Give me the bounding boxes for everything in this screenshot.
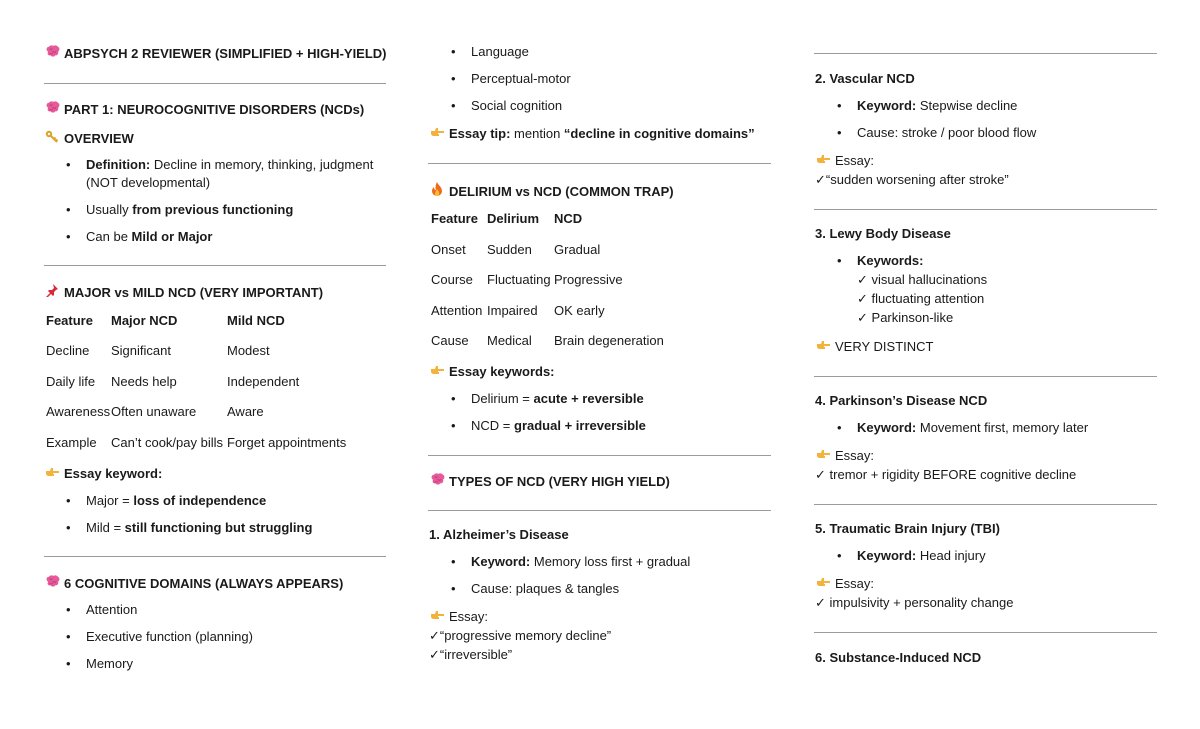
alzheimers-heading: 1. Alzheimer’s Disease (429, 527, 569, 542)
list-item: • Delirium = acute + reversible (451, 391, 644, 406)
essay-tip: Essay tip: mention “decline in cognitive domains” (429, 126, 755, 141)
bullet-icon: • (837, 548, 842, 563)
table-cell: Needs help (111, 374, 177, 389)
check-icon: ✓ (815, 467, 826, 482)
bullet-icon: • (66, 520, 71, 535)
table-cell: Example (46, 435, 97, 450)
bullet-icon: • (837, 420, 842, 435)
parkinsons-heading: 4. Parkinson’s Disease NCD (815, 393, 988, 408)
distinct-note: VERY DISTINCT (815, 339, 933, 354)
page-title: ABPSYCH 2 REVIEWER (SIMPLIFIED + HIGH-YIELD) (44, 45, 387, 61)
types-heading: TYPES OF NCD (VERY HIGH YIELD) (429, 473, 670, 489)
check-line: ✓“irreversible” (429, 647, 513, 662)
brain-icon (44, 101, 60, 117)
pointing-hand-icon (815, 448, 831, 463)
check-icon: ✓ (857, 291, 868, 306)
table-header: Delirium (487, 211, 540, 226)
list-item: • Usually from previous functioning (66, 202, 294, 217)
bullet-icon: • (66, 493, 71, 508)
delirium-heading: DELIRIUM vs NCD (COMMON TRAP) (429, 182, 674, 199)
pushpin-icon (44, 283, 60, 300)
essay-label: Essay: (815, 153, 874, 168)
bullet-icon: • (66, 202, 71, 217)
bullet-icon: • (451, 391, 456, 406)
check-icon: ✓ (815, 172, 826, 187)
table-cell: Brain degeneration (554, 333, 664, 348)
divider (814, 209, 1157, 210)
divider (44, 556, 386, 557)
fire-icon (429, 182, 445, 199)
list-item: • Keyword: Movement first, memory later (837, 420, 1089, 435)
check-line: ✓ visual hallucinations (857, 272, 988, 287)
bullet-icon: • (66, 229, 71, 244)
check-icon: ✓ (857, 272, 868, 287)
table-cell: Course (431, 272, 473, 287)
table-cell: Attention (431, 303, 483, 318)
essay-label: Essay: (815, 576, 874, 591)
check-icon: ✓ (815, 595, 826, 610)
list-item: • Attention (66, 602, 138, 617)
table-cell: Forget appointments (227, 435, 347, 450)
pointing-hand-icon (44, 466, 60, 481)
bullet-icon: • (451, 418, 456, 433)
list-item: • Major = loss of independence (66, 493, 267, 508)
check-icon: ✓ (857, 310, 868, 325)
bullet-icon: • (66, 602, 71, 617)
tbi-heading: 5. Traumatic Brain Injury (TBI) (815, 521, 1000, 536)
table-cell: Modest (227, 343, 270, 358)
lewy-heading: 3. Lewy Body Disease (815, 226, 951, 241)
check-line: ✓ fluctuating attention (857, 291, 985, 306)
bullet-icon: • (451, 71, 456, 86)
table-cell: Gradual (554, 242, 601, 257)
essay-keywords-heading: Essay keywords: (429, 364, 555, 379)
table-cell: Impaired (487, 303, 538, 318)
bullet-icon: • (451, 554, 456, 569)
domains-heading: 6 COGNITIVE DOMAINS (ALWAYS APPEARS) (44, 575, 343, 591)
list-item: • Language (451, 44, 529, 59)
list-item: • NCD = gradual + irreversible (451, 418, 646, 433)
list-item: • Social cognition (451, 98, 563, 113)
table-cell: Progressive (554, 272, 623, 287)
table-header: Feature (46, 313, 93, 328)
check-line: ✓ Parkinson-like (857, 310, 954, 325)
bullet-icon: • (837, 98, 842, 113)
table-cell: Independent (227, 374, 300, 389)
table-header: Feature (431, 211, 478, 226)
check-icon: ✓ (429, 628, 440, 643)
list-item: • Memory (66, 656, 133, 671)
check-line: ✓“sudden worsening after stroke” (815, 172, 1009, 187)
table-cell: Awareness (46, 404, 111, 419)
check-line: ✓ impulsivity + personality change (815, 595, 1014, 610)
check-line: ✓ tremor + rigidity BEFORE cognitive decline (815, 467, 1077, 482)
bullet-icon: • (451, 98, 456, 113)
pointing-hand-icon (429, 364, 445, 379)
essay-label: Essay: (815, 448, 874, 463)
key-icon (44, 130, 60, 146)
divider (428, 163, 771, 164)
table-cell: OK early (554, 303, 605, 318)
list-item: • Keyword: Stepwise decline (837, 98, 1018, 113)
bullet-icon: • (66, 656, 71, 671)
overview-heading: OVERVIEW (44, 130, 134, 146)
bullet-icon: • (451, 44, 456, 59)
pointing-hand-icon (815, 153, 831, 168)
divider (428, 455, 771, 456)
substance-heading: 6. Substance-Induced NCD (815, 650, 982, 665)
part1-heading: PART 1: NEUROCOGNITIVE DISORDERS (NCDs) (44, 101, 364, 117)
table-cell: Aware (227, 404, 264, 419)
bullet-icon: • (837, 125, 842, 140)
divider (428, 510, 771, 511)
bullet-icon: • (66, 157, 71, 172)
table-header: Major NCD (111, 313, 178, 328)
table-cell: Sudden (487, 242, 532, 257)
pointing-hand-icon (429, 126, 445, 141)
bullet-icon: • (837, 253, 842, 268)
bullet-icon: • (451, 581, 456, 596)
list-item: • Can be Mild or Major (66, 229, 213, 244)
list-item-continued: (NOT developmental) (86, 175, 211, 190)
essay-keyword-heading: Essay keyword: (44, 466, 162, 481)
table-cell: Cause (431, 333, 469, 348)
list-item: • Mild = still functioning but struggling (66, 520, 313, 535)
table-cell: Decline (46, 343, 90, 358)
check-icon: ✓ (429, 647, 440, 662)
divider (814, 53, 1157, 54)
divider (814, 504, 1157, 505)
table-cell: Medical (487, 333, 532, 348)
list-item: • Perceptual-motor (451, 71, 571, 86)
list-item: • Keywords: (837, 253, 924, 268)
essay-label: Essay: (429, 609, 488, 624)
brain-icon (429, 473, 445, 489)
pointing-hand-icon (429, 609, 445, 624)
list-item: • Keyword: Head injury (837, 548, 986, 563)
divider (44, 265, 386, 266)
divider (44, 83, 386, 84)
brain-icon (44, 45, 60, 61)
pointing-hand-icon (815, 339, 831, 354)
vascular-heading: 2. Vascular NCD (815, 71, 915, 86)
list-item: • Cause: stroke / poor blood flow (837, 125, 1037, 140)
bullet-icon: • (66, 629, 71, 644)
divider (814, 376, 1157, 377)
list-item: • Definition: Decline in memory, thinking, judgment (66, 157, 374, 172)
table-header: Mild NCD (227, 313, 285, 328)
table-cell: Significant (111, 343, 171, 358)
major-mild-heading: MAJOR vs MILD NCD (VERY IMPORTANT) (44, 283, 323, 300)
table-cell: Onset (431, 242, 466, 257)
list-item: • Cause: plaques & tangles (451, 581, 620, 596)
table-cell: Can’t cook/pay bills (111, 435, 223, 450)
list-item: • Executive function (planning) (66, 629, 253, 644)
list-item: • Keyword: Memory loss first + gradual (451, 554, 691, 569)
check-line: ✓“progressive memory decline” (429, 628, 612, 643)
table-header: NCD (554, 211, 583, 226)
brain-icon (44, 575, 60, 591)
table-cell: Often unaware (111, 404, 197, 419)
table-cell: Daily life (46, 374, 96, 389)
divider (814, 632, 1157, 633)
table-cell: Fluctuating (487, 272, 551, 287)
pointing-hand-icon (815, 576, 831, 591)
